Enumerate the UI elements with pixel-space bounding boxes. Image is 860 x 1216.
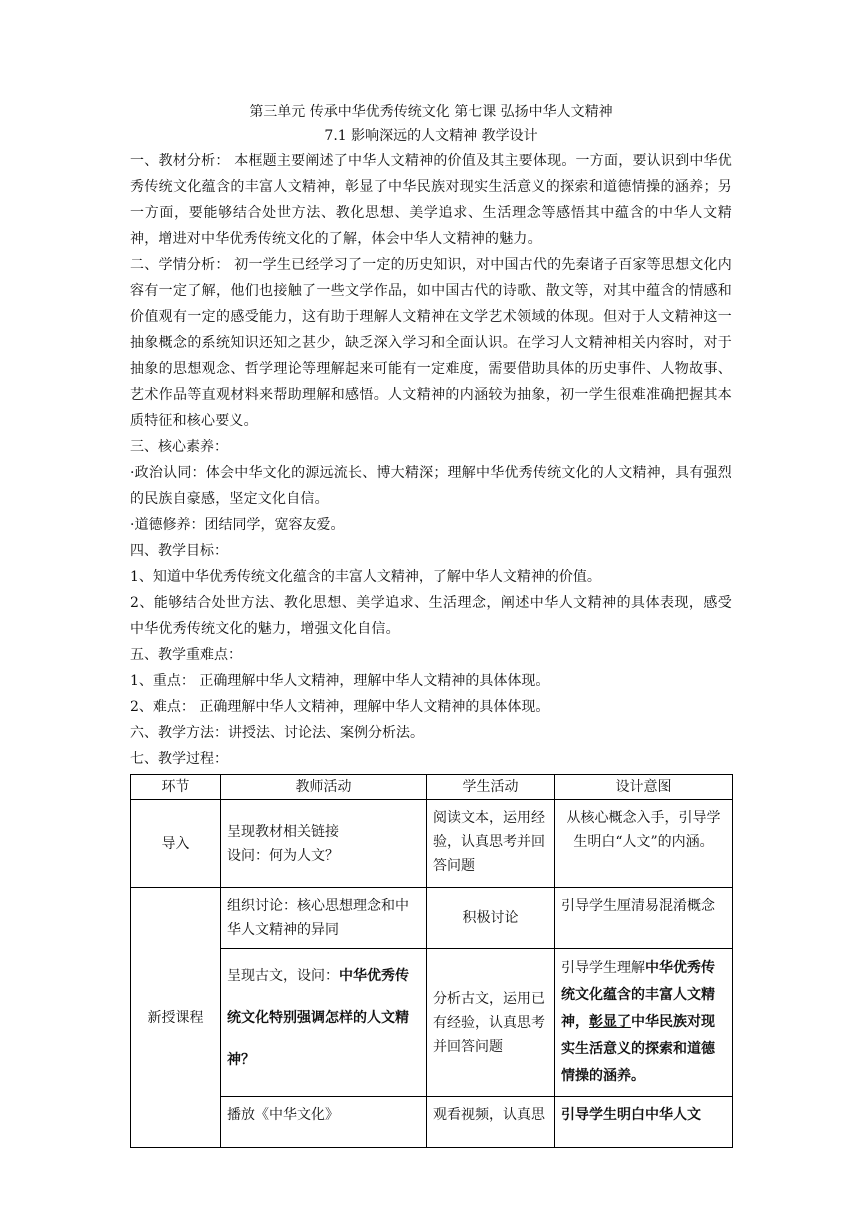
section-textbook-analysis: 一、教材分析： 本框题主要阐述了中华人文精神的价值及其主要体现。一方面，要认识到中华优秀传统文化蕴含的丰富人文精神，彰显了中华民族对现实生活意义的探索和道德情操的涵养；另一方面，要能够结合处世方法、教化思想、美学追求、生活理念等感悟其中蕴含的中华人文精神，增进对中华优秀传统文化的了解，体会中华人文精神的魅力。 <box>130 153 732 247</box>
cell-design-intent: 引导学生明白中华人文 <box>555 1097 733 1148</box>
header-design-intent: 设计意图 <box>555 775 733 800</box>
section-teaching-methods: 六、教学方法：讲授法、讨论法、案例分析法。 <box>130 725 424 741</box>
cell-stage-intro: 导入 <box>131 800 221 888</box>
header-student-activity: 学生活动 <box>427 775 555 800</box>
cell-teacher-activity <box>221 800 427 888</box>
cell-teacher-activity <box>221 949 427 1097</box>
section-learner-analysis: 二、学情分析： 初一学生已经学习了一定的历史知识，对中国古代的先秦诸子百家等思想文化内容有一定了解，他们也接触了一些文学作品，如中国古代的诗歌、散文等，对其中蕴含的情感和价值观有一定的感受能力，这有助于理解人文精神在文学艺术领域的体现。但对于人文精神这一抽象概念的系统知识还知之甚少，缺乏深入学习和全面认识。在学习人文精神相关内容时，对于抽象的思想观念、哲学理论等理解起来可能有一定难度，需要借助具体的历史事件、人物故事、艺术作品等直观材料来帮助理解和感悟。人文精神的内涵较为抽象，初一学生很难准确把握其本质特征和核心要义。 <box>130 257 732 429</box>
table-row <box>131 949 733 1097</box>
cell-teacher-activity: 播放《中华文化》 <box>221 1097 427 1148</box>
intent-underlined: 彰显了 <box>589 1014 631 1030</box>
teaching-goal-1: 1、知道中华优秀传统文化蕴含的丰富人文精神，了解中华人文精神的价值。 <box>130 569 601 585</box>
cell-design-intent: 引导学生厘清易混淆概念 <box>555 888 733 949</box>
cell-stage-new-lesson: 新授课程 <box>131 888 221 1148</box>
teaching-process-table <box>130 774 733 1148</box>
section-teaching-goals-heading: 四、教学目标： <box>130 543 228 559</box>
intent-prefix: 引导学生理解 <box>561 960 645 976</box>
table-header-row <box>131 775 733 800</box>
core-literacy-item-moral: ·道德修养：团结同学，宽容友爱。 <box>130 517 345 533</box>
teacher-activity-question: 中华优秀传统文化特别强调怎样的人文精神？ <box>227 968 409 1068</box>
cell-design-intent <box>555 949 733 1097</box>
intent-bold-2: 中华民族对现实生活意义的探索和道德情操的涵养。 <box>561 1014 715 1084</box>
teaching-goal-2: 2、能够结合处世方法、教化思想、美学追求、生活理念，阐述中华人文精神的具体表现，感受中华优秀传统文化的魅力，增强文化自信。 <box>130 595 732 637</box>
cell-student-activity: 分析古文，运用已有经验，认真思考并回答问题 <box>427 949 555 1097</box>
teacher-activity-line: 呈现教材相关链接 <box>227 823 339 840</box>
section-teaching-process-heading: 七、教学过程： <box>130 751 228 767</box>
document-title-line1: 第三单元 传承中华优秀传统文化 第七课 弘扬中华人文精神 <box>249 104 613 120</box>
difficult-point: 2、难点： 正确理解中华人文精神，理解中华人文精神的具体体现。 <box>130 699 550 715</box>
teacher-activity-line: 设问：何为人文？ <box>227 847 339 864</box>
table-row <box>131 800 733 888</box>
cell-teacher-activity: 组织讨论：核心思想理念和中华人文精神的异同 <box>221 888 427 949</box>
header-teacher-activity: 教师活动 <box>221 775 427 800</box>
key-point: 1、重点： 正确理解中华人文精神，理解中华人文精神的具体体现。 <box>130 673 550 689</box>
teacher-activity-prefix: 呈现古文，设问： <box>227 968 339 984</box>
table-row <box>131 888 733 949</box>
header-stage: 环节 <box>131 775 221 800</box>
cell-student-activity: 积极讨论 <box>427 888 555 949</box>
section-core-literacy-heading: 三、核心素养： <box>130 439 228 455</box>
table-row <box>131 1097 733 1148</box>
cell-student-activity: 观看视频，认真思 <box>427 1097 555 1148</box>
document-title-line2: 7.1 影响深远的人文精神 教学设计 <box>324 128 538 144</box>
section-key-points-heading: 五、教学重难点： <box>130 647 242 663</box>
intent-bold-1: 中华优秀传统文化蕴含的丰富人文精神， <box>561 960 715 1030</box>
cell-design-intent: 从核心概念入手，引导学生明白“人文”的内涵。 <box>555 800 733 888</box>
core-literacy-item-political: ·政治认同：体会中华文化的源远流长、博大精深；理解中华优秀传统文化的人文精神，具有强烈的民族自豪感，坚定文化自信。 <box>130 465 732 507</box>
cell-student-activity: 阅读文本，运用经验，认真思考并回答问题 <box>427 800 555 888</box>
document-page <box>130 100 732 1148</box>
